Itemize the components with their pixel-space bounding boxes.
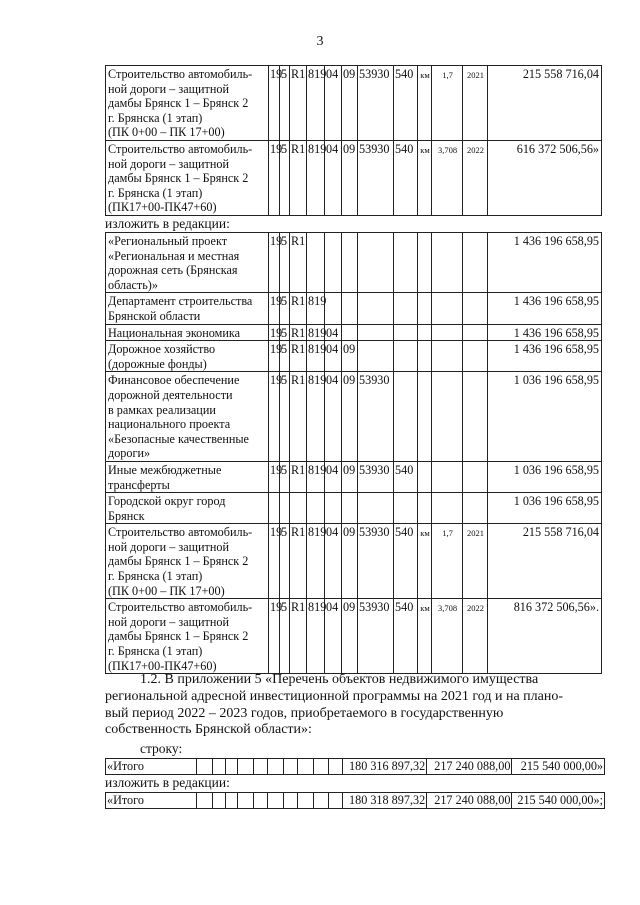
year-cell xyxy=(463,293,488,324)
code-cell xyxy=(394,293,418,324)
row-name-line: (дорожные фонды) xyxy=(108,356,207,371)
code-cell xyxy=(342,293,358,324)
code-cell: R1 xyxy=(290,341,307,372)
row-name xyxy=(106,293,269,324)
paragraph-line: региональной адресной инвестиционной программы на 2021 год и на плано- xyxy=(105,688,564,704)
code-cell: 19 xyxy=(269,372,280,462)
code-cell: 53930 xyxy=(358,461,394,492)
code-cell: 19 xyxy=(269,140,280,215)
row-name xyxy=(106,233,269,293)
row-name-line: трансферты xyxy=(108,477,170,492)
code-cell: 04 xyxy=(325,341,342,372)
row-name-line: Строительство автомобиль- xyxy=(108,141,253,156)
code-cell: 819 xyxy=(307,140,325,215)
code-cell xyxy=(358,324,394,341)
code-cell: 04 xyxy=(325,599,342,674)
unit-cell xyxy=(418,233,432,293)
code-cell: 5 xyxy=(280,140,290,215)
table-row xyxy=(106,140,602,215)
row-name-line: дамбы Брянск 1 – Брянск 2 xyxy=(108,171,249,186)
quantity-cell: 1,7 xyxy=(432,66,463,141)
quantity-cell: 3,708 xyxy=(432,599,463,674)
amount-cell: 1 436 196 658,95 xyxy=(488,233,602,293)
unit-cell xyxy=(418,341,432,372)
year-cell xyxy=(463,341,488,372)
itogo-value-2022: 217 240 088,00 xyxy=(427,793,512,809)
amount-cell: 215 558 716,04 xyxy=(488,524,602,599)
code-cell: 5 xyxy=(280,324,290,341)
row-name-line: Финансовое обеспечение xyxy=(108,373,240,388)
edit-label-2: изложить в редакции: xyxy=(105,775,230,790)
code-cell: R1 xyxy=(290,140,307,215)
code-cell: 19 xyxy=(269,599,280,674)
code-cell: 19 xyxy=(269,293,280,324)
code-cell: 09 xyxy=(342,524,358,599)
code-cell: 53930 xyxy=(358,599,394,674)
itogo-value-2021: 180 318 897,32 xyxy=(342,793,426,809)
code-cell: R1 xyxy=(290,293,307,324)
table-row xyxy=(106,66,602,141)
code-cell: 540 xyxy=(394,66,418,141)
row-name-line: область)» xyxy=(108,277,158,292)
code-cell: 540 xyxy=(394,140,418,215)
year-cell xyxy=(463,493,488,524)
code-cell xyxy=(358,233,394,293)
unit-cell xyxy=(418,372,432,462)
table-row xyxy=(106,372,602,462)
amount-cell: 616 372 506,56» xyxy=(488,140,602,215)
code-cell xyxy=(342,233,358,293)
code-cell: 540 xyxy=(394,599,418,674)
row-name-line: ной дороги – защитной xyxy=(108,539,229,554)
code-cell: 19 xyxy=(269,341,280,372)
code-cell: R1 xyxy=(290,66,307,141)
year-cell xyxy=(463,324,488,341)
year-cell xyxy=(463,372,488,462)
row-name-line: «Региональная и местная xyxy=(108,248,240,263)
code-cell: 19 xyxy=(269,66,280,141)
code-cell: 819 xyxy=(307,293,325,324)
code-cell: 09 xyxy=(342,599,358,674)
code-cell: 04 xyxy=(325,524,342,599)
code-cell: 19 xyxy=(269,524,280,599)
row-name-line: Брянской области xyxy=(108,308,201,323)
code-cell xyxy=(307,233,325,293)
row-name-line: дорожной деятельности xyxy=(108,387,233,402)
code-cell xyxy=(394,493,418,524)
code-cell xyxy=(342,493,358,524)
code-cell xyxy=(325,233,342,293)
code-cell: 53930 xyxy=(358,66,394,141)
row-name-line: Строительство автомобиль- xyxy=(108,600,253,615)
code-cell xyxy=(307,493,325,524)
row-name-line: дороги» xyxy=(108,446,151,461)
quantity-cell xyxy=(432,372,463,462)
year-cell: 2022 xyxy=(463,599,488,674)
code-cell xyxy=(358,293,394,324)
year-cell xyxy=(463,461,488,492)
unit-cell: км xyxy=(418,524,432,599)
code-cell: 04 xyxy=(325,324,342,341)
code-cell xyxy=(394,372,418,462)
table-row xyxy=(106,341,602,372)
unit-cell: км xyxy=(418,599,432,674)
page-number: 3 xyxy=(316,34,324,49)
row-name-line: (ПК 0+00 – ПК 17+00) xyxy=(108,583,225,598)
code-cell: 819 xyxy=(307,461,325,492)
row-name xyxy=(106,140,269,215)
row-name-line: Городской округ город xyxy=(108,494,226,509)
row-name-line: (ПК17+00-ПК47+60) xyxy=(108,658,217,673)
row-name-line: «Региональный проект xyxy=(108,234,228,248)
row-name-line: ной дороги – защитной xyxy=(108,81,229,96)
row-name-line: Дорожное хозяйство xyxy=(108,342,216,357)
itogo-new-row xyxy=(105,792,605,809)
code-cell: 09 xyxy=(342,66,358,141)
row-name xyxy=(106,524,269,599)
row-name xyxy=(106,372,269,462)
code-cell: 53930 xyxy=(358,524,394,599)
code-cell xyxy=(325,493,342,524)
row-name xyxy=(106,461,269,492)
code-cell: 09 xyxy=(342,341,358,372)
row-name xyxy=(106,599,269,674)
code-cell: 819 xyxy=(307,524,325,599)
code-cell: 5 xyxy=(280,66,290,141)
code-cell: 19 xyxy=(269,233,280,293)
code-cell: 53930 xyxy=(358,140,394,215)
code-cell xyxy=(394,341,418,372)
code-cell: 5 xyxy=(280,599,290,674)
itogo-old-row xyxy=(105,758,605,775)
code-cell: 09 xyxy=(342,140,358,215)
code-cell: 819 xyxy=(308,325,327,340)
row-name-line: Брянск xyxy=(108,508,145,523)
code-cell: R1 xyxy=(290,524,307,599)
year-cell: 2021 xyxy=(463,524,488,599)
itogo-value-2023: 215 540 000,00»; xyxy=(512,793,605,809)
unit-cell xyxy=(418,293,432,324)
code-cell: 5 xyxy=(280,233,290,293)
code-cell: R1 xyxy=(290,461,307,492)
row-name-line: ной дороги – защитной xyxy=(108,614,229,629)
unit-cell: км xyxy=(418,66,432,141)
amount-cell: 1 036 196 658,95 xyxy=(488,493,602,524)
code-cell xyxy=(269,493,280,524)
code-cell: 04 xyxy=(325,140,342,215)
code-cell: 819 xyxy=(307,341,325,372)
year-cell xyxy=(463,233,488,293)
row-name-line: г. Брянска (1 этап) xyxy=(108,569,203,584)
code-cell: 09 xyxy=(342,461,358,492)
row-name xyxy=(106,493,269,524)
itogo-value-2021: 180 316 897,32 xyxy=(342,759,426,775)
quantity-cell: 1,7 xyxy=(432,524,463,599)
quantity-cell xyxy=(432,341,463,372)
itogo-value-2023: 215 540 000,00» xyxy=(512,759,605,775)
itogo-label: «Итого xyxy=(106,759,197,775)
row-name xyxy=(106,324,269,341)
amount-cell: 816 372 506,56». xyxy=(488,599,602,674)
code-cell xyxy=(290,493,307,524)
code-cell: R1 xyxy=(291,325,306,340)
table-row xyxy=(106,599,602,674)
amount-cell: 215 558 716,04 xyxy=(488,66,602,141)
code-cell: 819 xyxy=(307,372,325,462)
code-cell: 5 xyxy=(280,524,290,599)
amount-cell: 1 436 196 658,95 xyxy=(488,341,602,372)
code-cell: 5 xyxy=(280,341,290,372)
unit-cell xyxy=(418,493,432,524)
row-name-line: дорожная сеть (Брянская xyxy=(108,263,238,278)
quantity-cell xyxy=(432,293,463,324)
code-cell: 819 xyxy=(307,599,325,674)
code-cell: 19 xyxy=(269,461,280,492)
edit-label-1: изложить в редакции: xyxy=(105,216,230,231)
row-name-line: дамбы Брянск 1 – Брянск 2 xyxy=(108,554,249,569)
code-cell: 540 xyxy=(394,461,418,492)
paragraph-line: собственность Брянской области»: xyxy=(105,722,312,738)
row-name-line: Строительство автомобиль- xyxy=(108,67,253,81)
row-name xyxy=(106,341,269,372)
amendment-paragraph xyxy=(105,672,601,739)
row-name-line: Иные межбюджетные xyxy=(108,462,222,477)
table-row xyxy=(106,493,602,524)
code-cell: 04 xyxy=(325,372,342,462)
code-cell: 5 xyxy=(280,372,290,462)
table-top xyxy=(105,65,602,216)
code-cell xyxy=(358,341,394,372)
table-row xyxy=(106,324,602,341)
itogo-value-2022: 217 240 088,00 xyxy=(427,759,512,775)
amount-cell: 1 036 196 658,95 xyxy=(488,372,602,462)
row-name-line: г. Брянска (1 этап) xyxy=(108,185,203,200)
row-name-line: г. Брянска (1 этап) xyxy=(108,110,203,125)
row-name-line: дамбы Брянск 1 – Брянск 2 xyxy=(108,96,249,111)
code-cell: 09 xyxy=(342,372,358,462)
itogo-label: «Итого xyxy=(106,793,197,809)
row-name-line: (ПК 0+00 – ПК 17+00) xyxy=(108,125,225,140)
amount-cell: 1 436 196 658,95 xyxy=(488,293,602,324)
quantity-cell: 3,708 xyxy=(432,140,463,215)
code-cell xyxy=(358,493,394,524)
code-cell: 19 xyxy=(270,325,283,340)
row-name-line: дамбы Брянск 1 – Брянск 2 xyxy=(108,629,249,644)
amount-cell: 1 436 196 658,95 xyxy=(488,324,602,341)
code-cell xyxy=(325,293,342,324)
amount-cell: 1 036 196 658,95 xyxy=(488,461,602,492)
table-main xyxy=(105,232,602,674)
code-cell xyxy=(280,493,290,524)
quantity-cell xyxy=(432,233,463,293)
table-row xyxy=(106,233,602,293)
row-name-line: «Безопасные качественные xyxy=(108,431,249,446)
code-cell: 53930 xyxy=(358,372,394,462)
table-row xyxy=(106,524,602,599)
row-name-line: г. Брянска (1 этап) xyxy=(108,644,203,659)
unit-cell xyxy=(418,324,432,341)
table-row xyxy=(106,293,602,324)
table-row xyxy=(106,461,602,492)
code-cell xyxy=(342,324,358,341)
row-label: строку: xyxy=(140,741,183,756)
code-cell: 5 xyxy=(280,461,290,492)
code-cell: 5 xyxy=(280,293,290,324)
code-cell: 04 xyxy=(325,66,342,141)
quantity-cell xyxy=(432,461,463,492)
row-name-line: национального проекта xyxy=(108,417,231,432)
code-cell: 04 xyxy=(325,461,342,492)
year-cell: 2021 xyxy=(463,66,488,141)
unit-cell xyxy=(418,461,432,492)
quantity-cell xyxy=(432,493,463,524)
code-cell: 540 xyxy=(394,524,418,599)
year-cell: 2022 xyxy=(463,140,488,215)
code-cell xyxy=(394,233,418,293)
row-name-line: ной дороги – защитной xyxy=(108,156,229,171)
code-cell: R1 xyxy=(290,233,307,293)
row-name xyxy=(106,66,269,141)
row-name-line: Строительство автомобиль- xyxy=(108,525,253,540)
code-cell: 819 xyxy=(307,66,325,141)
row-name-line: Национальная экономика xyxy=(108,325,241,340)
quantity-cell xyxy=(432,324,463,341)
code-cell: R1 xyxy=(290,599,307,674)
row-name-line: Департамент строительства xyxy=(108,294,253,309)
code-cell: R1 xyxy=(290,372,307,462)
row-name-line: (ПК17+00-ПК47+60) xyxy=(108,200,217,215)
paragraph-first-line: 1.2. В приложении 5 «Перечень объектов недвижимого имущества xyxy=(140,672,539,687)
unit-cell: км xyxy=(418,140,432,215)
row-name-line: в рамках реализации xyxy=(108,402,216,417)
paragraph-line: вый период 2022 – 2023 годов, приобретаемого в государственную xyxy=(105,705,504,721)
code-cell xyxy=(394,324,418,341)
